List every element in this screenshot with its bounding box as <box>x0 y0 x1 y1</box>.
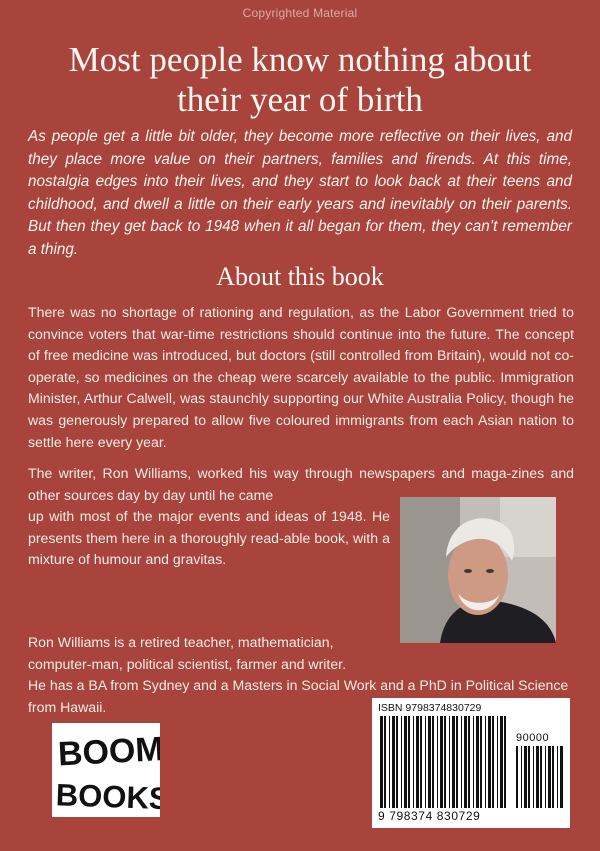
about-text: There was no shortage of rationing and regulation, as the Labor Government tried to convince voters that war-time restrictions should continue into the future. The concept of free medicine was introduced, but doctors (still controlled from Britain), would not co-operate, so medicines on the cheap were scarcely available to the public. Immigration Minister, Arthur Calwell, was staunchly supporting our White Australia Policy, though he was generously prepared to allow five coloured immigrants from each Asian nation to settle here every year. <box>28 304 574 450</box>
author-portrait-illustration <box>400 497 556 643</box>
title-line-1: Most people know nothing about <box>68 40 532 79</box>
title-line-2: their year of birth <box>177 80 423 119</box>
svg-text:BOOKS: BOOKS <box>55 777 160 817</box>
page-title <box>20 40 580 120</box>
writer-paragraph-top: The writer, Ron Williams, worked his way through newspapers and maga-zines and other sources day by day until he came <box>28 465 574 503</box>
svg-text:BOOM: BOOM <box>57 730 160 774</box>
isbn-barcode <box>372 698 570 828</box>
author-bio: Ron Williams is a retired teacher, mathematician, computer-man, political scientist, farmer and writer. <box>28 634 347 672</box>
about-paragraph <box>28 302 574 453</box>
publisher-logo <box>52 723 160 817</box>
watermark: Copyrighted Material <box>242 6 358 20</box>
intro-paragraph: As people get a little bit older, they become more reflective on their lives, and they place more value on their partners, families and firends. At this time, nostalgia edges into their lives, and they start to look back at their teens and childhood, and dwell a little on their early years and inevitably on their parents. But then they get back to 1948 when it all began for them, they can’t remember a thing. <box>28 128 572 258</box>
author-degrees: He has a BA from Sydney and a Masters in Social Work and a PhD in Political Science from Hawaii. <box>28 677 569 715</box>
writer-paragraph-bottom: up with most of the major events and ideas of 1948. He presents them here in a thoroughly read-able book, with a mixture of humour and gravitas. <box>28 508 390 568</box>
price-code: 90000 <box>516 732 550 744</box>
isbn-label: ISBN 9798374830729 <box>378 702 482 714</box>
boom-books-logo-art <box>52 723 160 817</box>
author-photo <box>400 497 556 643</box>
isbn-number: 9 798374 830729 <box>378 809 481 823</box>
about-heading: About this book <box>216 262 384 291</box>
